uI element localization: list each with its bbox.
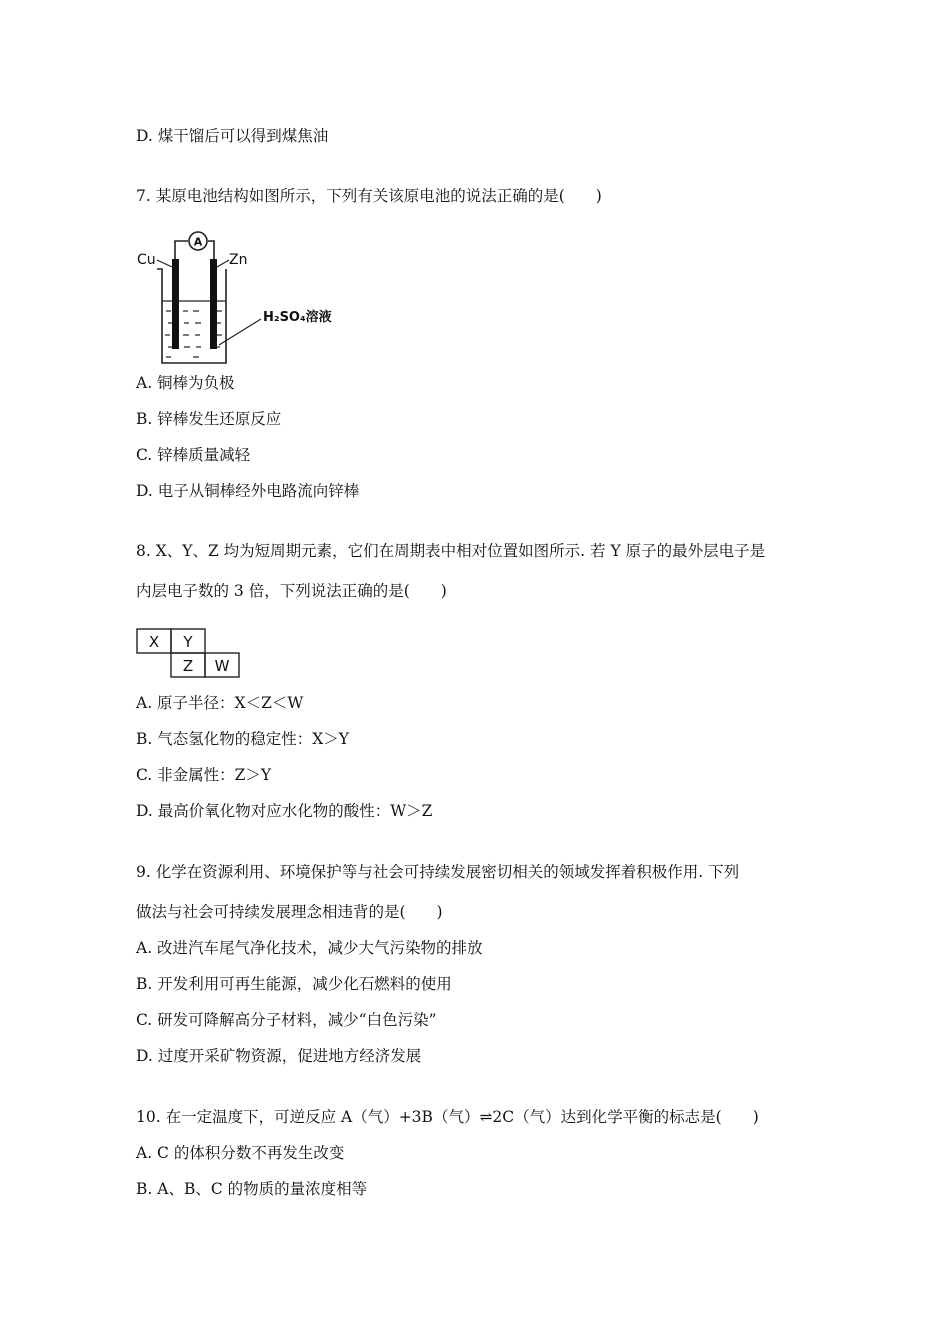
- q9-stem-line1: 9. 化学在资源利用、环境保护等与社会可持续发展密切相关的领域发挥着积极作用. 下列: [136, 863, 740, 881]
- q10-option-b: B. A、B、C 的物质的量浓度相等: [136, 1180, 368, 1198]
- ammeter-label: A: [193, 235, 203, 249]
- q9-stem-line2: 做法与社会可持续发展理念相违背的是( ): [136, 903, 443, 921]
- q7-option-a: A. 铜棒为负极: [136, 374, 235, 392]
- q10-stem: 10. 在一定温度下，可逆反应 A（气）+3B（气）⇌2C（气）达到化学平衡的标志是( ): [136, 1108, 759, 1126]
- cell-z: Z: [182, 657, 194, 675]
- q9-option-a: A. 改进汽车尾气净化技术，减少大气污染物的排放: [136, 939, 483, 957]
- q7-option-d: D. 电子从铜棒经外电路流向锌棒: [136, 482, 360, 500]
- cell-x: X: [148, 633, 160, 651]
- q7-stem: 7. 某原电池结构如图所示，下列有关该原电池的说法正确的是( ): [136, 187, 602, 205]
- zn-electrode-label: Zn: [229, 252, 248, 268]
- solution-label: H₂SO₄溶液: [263, 310, 332, 325]
- q8-stem-line2: 内层电子数的 3 倍，下列说法正确的是( ): [136, 582, 447, 600]
- q7-galvanic-cell-figure: [135, 227, 360, 371]
- q8-option-c: C. 非金属性：Z＞Y: [136, 766, 272, 784]
- q8-option-d: D. 最高价氧化物对应水化物的酸性：W＞Z: [136, 802, 433, 820]
- q9-option-d: D. 过度开采矿物资源，促进地方经济发展: [136, 1047, 422, 1065]
- q7-option-b: B. 锌棒发生还原反应: [136, 410, 282, 428]
- cell-w: W: [214, 657, 230, 675]
- q8-option-b: B. 气态氢化物的稳定性：X＞Y: [136, 730, 350, 748]
- q10-option-a: A. C 的体积分数不再发生改变: [136, 1144, 345, 1162]
- q9-option-c: C. 研发可降解高分子材料，减少“白色污染”: [136, 1011, 437, 1029]
- q8-option-a: A. 原子半径：X＜Z＜W: [136, 694, 304, 712]
- cu-electrode-label: Cu: [137, 252, 156, 268]
- cell-y: Y: [183, 633, 193, 651]
- q8-periodic-table-figure: [136, 628, 242, 686]
- q8-stem-line1: 8. X、Y、Z 均为短周期元素，它们在周期表中相对位置如图所示. 若 Y 原子的最外层电子是: [136, 542, 766, 560]
- q9-option-b: B. 开发利用可再生能源，减少化石燃料的使用: [136, 975, 452, 993]
- q7-option-c: C. 锌棒质量减轻: [136, 446, 251, 464]
- q6-option-d: D. 煤干馏后可以得到煤焦油: [136, 127, 329, 145]
